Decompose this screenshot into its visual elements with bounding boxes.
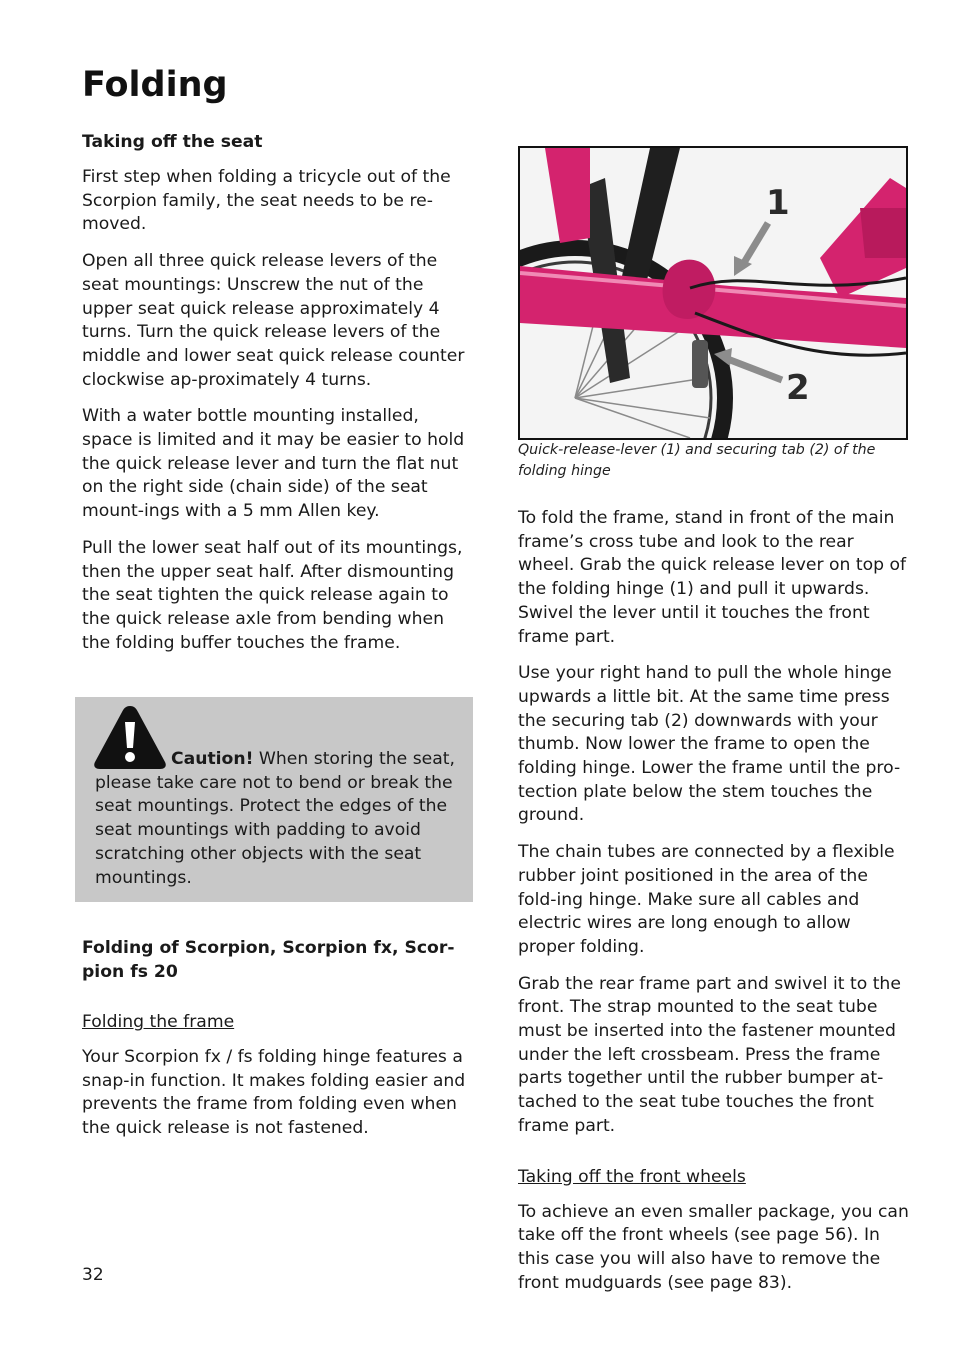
callout-number-2: 2 bbox=[786, 368, 810, 408]
left-column bbox=[82, 130, 474, 668]
paragraph: With a water bottle mounting installed, space is limited and it may be easier to hold the quick release lever and turn the flat nut on the right side (chain side) of the seat mount-ings with a 5 mm Allen key. bbox=[82, 406, 465, 522]
caution-box bbox=[75, 697, 473, 902]
section-heading-taking-off-seat: Taking off the seat bbox=[82, 132, 263, 152]
paragraph: To fold the frame, stand in front of the main frame’s cross tube and look to the rear wheel. Grab the quick release lever on top of the folding hinge (1) and pull it upwards. Swivel the lever until it touches the front frame part. bbox=[518, 508, 907, 647]
paragraph: Open all three quick release levers of the seat mountings: Unscrew the nut of the upper seat quick release approximately 4 turns. Turn the quick release levers of the middle and lower seat quick release counter clockwise ap-proximately 4 turns. bbox=[82, 251, 465, 390]
caution-text bbox=[95, 748, 457, 890]
paragraph: To achieve an even smaller package, you can take off the front wheels (see page 56). In this case you will also have to remove the front mudguards (see page 83). bbox=[518, 1201, 909, 1293]
page-title: Folding bbox=[82, 65, 228, 105]
caution-body: When storing the seat, please take care not to bend or break the seat mountings. Protect the edges of the seat mountings with padding to avoid scratching other objects with the seat mountings. bbox=[95, 749, 455, 888]
subheading-taking-off-front-wheels: Taking off the front wheels bbox=[518, 1166, 746, 1187]
paragraph: First step when folding a tricycle out of the Scorpion family, the seat needs to be re-moved. bbox=[82, 167, 451, 235]
page-number: 32 bbox=[82, 1265, 104, 1285]
caution-label: Caution! bbox=[171, 749, 254, 769]
subheading-folding-frame: Folding the frame bbox=[82, 1012, 235, 1032]
callout-number-1: 1 bbox=[766, 183, 790, 223]
paragraph: Your Scorpion fx / fs folding hinge features a snap-in function. It makes folding easier and prevents the frame from folding even when the quick release is not fastened. bbox=[82, 1047, 466, 1139]
right-column bbox=[518, 507, 910, 1308]
left-column-lower bbox=[82, 936, 474, 1154]
paragraph: Grab the rear frame part and swivel it to the front. The strap mounted to the seat tube must be inserted into the fastener mounted under the left crossbeam. Press the frame parts together until the rubber bumper at-tached to the seat tube touches the front frame part. bbox=[518, 973, 901, 1136]
hinge-photo-illustration bbox=[520, 148, 906, 438]
paragraph: Pull the lower seat half out of its mountings, then the upper seat half. After dismounting the seat tighten the quick release again to the quick release axle from bending when the folding buffer touches the frame. bbox=[82, 537, 463, 653]
paragraph: Use your right hand to pull the whole hinge upwards a little bit. At the same time press the securing tab (2) downwards with your thumb. Now lower the frame to open the folding hinge. Lower the frame until the pro-tection plate below the stem touches the ground. bbox=[518, 663, 901, 826]
figure-caption: Quick-release-lever (1) and securing tab (2) of the folding hinge bbox=[518, 442, 876, 479]
hinge-photo bbox=[518, 146, 908, 440]
section-heading-folding-scorpion: Folding of Scorpion, Scorpion fx, Scor-pion fs 20 bbox=[82, 938, 455, 982]
paragraph: The chain tubes are connected by a flexible rubber joint positioned in the area of the fold-ing hinge. Make sure all cables and electric wires are long enough to allow proper folding. bbox=[518, 842, 895, 957]
